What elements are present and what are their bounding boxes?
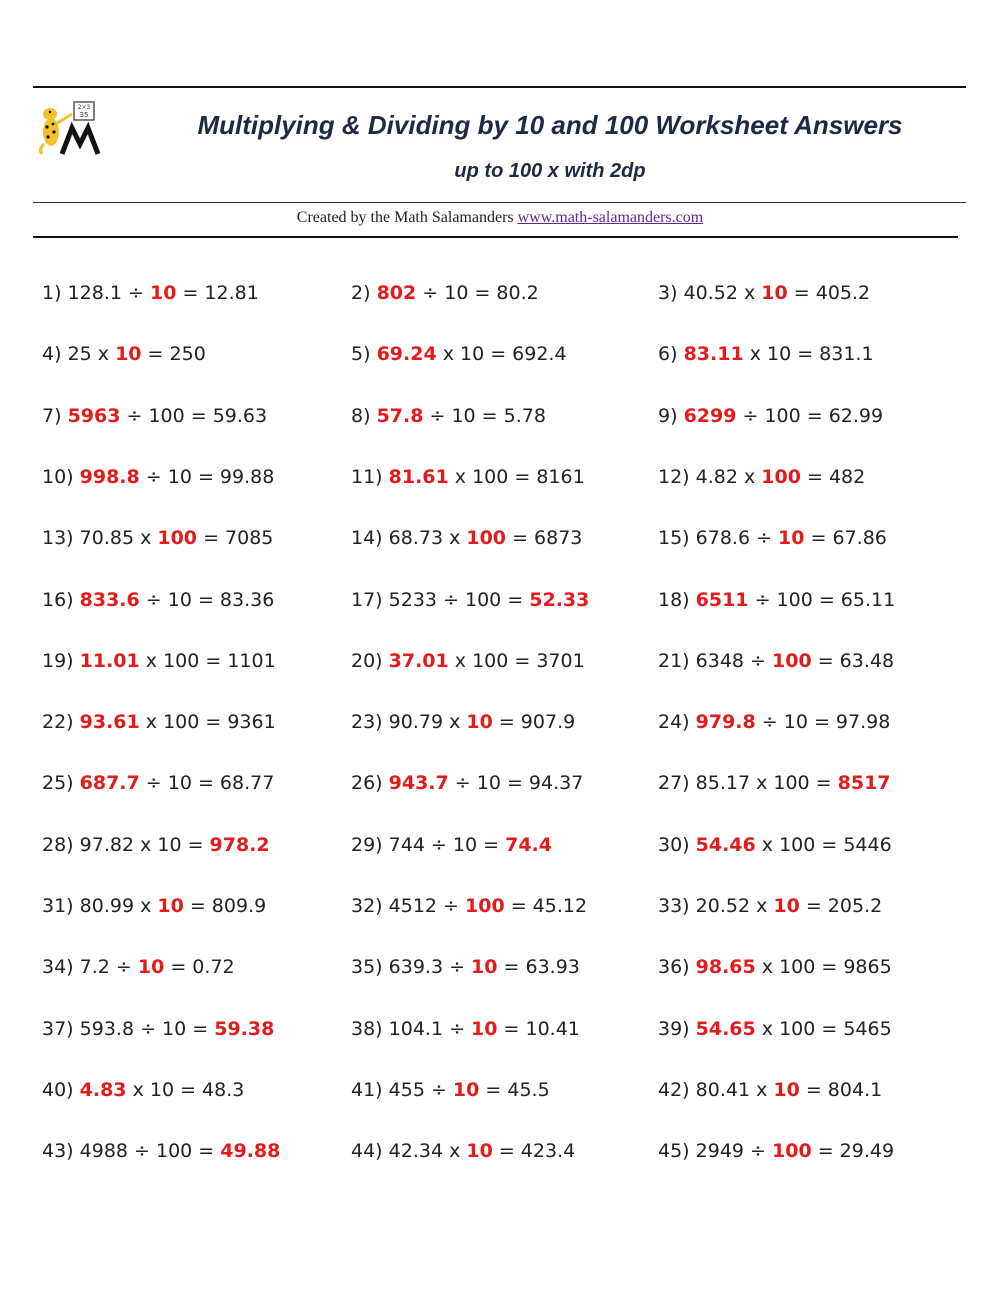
problem-item (351, 527, 582, 549)
problem-answer: 83.11 (683, 343, 744, 366)
problem-item (658, 343, 874, 365)
problem-number: 7) (42, 404, 62, 427)
problem-answer: 10 (773, 1078, 800, 1101)
problem-number: 43) (42, 1140, 74, 1163)
problem-number: 3) (658, 282, 678, 304)
problem-text-after: = 804.1 (799, 1078, 883, 1101)
problem-text-after: = 205.2 (799, 895, 883, 917)
problem-answer: 93.61 (79, 711, 140, 734)
problem-answer: 100 (465, 895, 505, 917)
problem-item (658, 711, 890, 733)
problem-item (42, 650, 276, 672)
problem-answer: 100 (157, 527, 198, 550)
problem-number: 26) (351, 772, 383, 795)
problem-text-before: 639.3 ÷ (388, 956, 472, 979)
problem-text-before: 4988 ÷ 100 = (79, 1140, 221, 1163)
problem-text-after: x 100 = 1101 (139, 649, 276, 672)
problem-answer: 37.01 (388, 649, 449, 672)
problem-number: 5) (351, 343, 371, 366)
problem-text-before: 97.82 x 10 = (79, 833, 210, 856)
problem-number: 40) (42, 1078, 74, 1101)
problem-text-after: = 63.93 (497, 956, 580, 979)
problem-text-before: 68.73 x (388, 527, 467, 550)
problem-item (658, 527, 887, 549)
problem-text-after: = 482 (800, 465, 866, 488)
problem-text-after: = 7085 (197, 527, 274, 550)
problem-item (42, 895, 266, 917)
problem-number: 14) (351, 527, 383, 550)
problem-answer: 10 (773, 895, 800, 917)
problem-item (351, 772, 583, 794)
problem-answer: 52.33 (529, 588, 590, 611)
problem-number: 6) (658, 343, 678, 366)
problem-number: 16) (42, 588, 74, 611)
problem-text-before: 85.17 x 100 = (695, 772, 838, 795)
problem-item (351, 1140, 575, 1162)
problem-item (42, 1140, 280, 1162)
problem-text-before: 6348 ÷ (695, 649, 772, 672)
problem-answer: 10 (466, 1140, 493, 1163)
problem-text-after: x 100 = 3701 (448, 649, 585, 672)
problem-number: 13) (42, 527, 74, 550)
problem-item (658, 405, 883, 427)
problem-item (42, 772, 274, 794)
problem-text-before: 744 ÷ 10 = (388, 833, 506, 856)
problem-item (42, 343, 206, 365)
logo-board-line1: 2×3 (77, 104, 91, 111)
problem-item (658, 589, 895, 611)
logo-board-line2: 35 (79, 111, 89, 119)
problem-number: 32) (351, 895, 383, 917)
problem-text-after: = 67.86 (804, 527, 887, 550)
problem-number: 8) (351, 404, 371, 427)
problem-text-after: ÷ 10 = 80.2 (416, 282, 539, 304)
problem-answer: 100 (761, 465, 801, 488)
problem-number: 24) (658, 711, 690, 734)
problem-item (42, 527, 273, 549)
problem-number: 23) (351, 711, 383, 734)
problem-item (351, 343, 567, 365)
problem-item (42, 1079, 244, 1101)
problem-answer: 10 (452, 1078, 480, 1101)
problem-number: 15) (658, 527, 690, 550)
problem-item (351, 834, 552, 856)
problem-text-after: x 10 = 692.4 (436, 343, 567, 366)
problem-answer: 802 (376, 282, 417, 304)
problem-text-after: = 809.9 (183, 895, 267, 917)
problem-item (351, 466, 585, 488)
problem-answer: 8517 (837, 772, 891, 795)
problem-item (42, 711, 276, 733)
problem-item (658, 1018, 892, 1040)
problem-number: 37) (42, 1017, 74, 1040)
problem-text-before: 455 ÷ (388, 1078, 453, 1101)
problem-number: 30) (658, 833, 690, 856)
problem-text-after: x 10 = 831.1 (743, 343, 874, 366)
problem-item (658, 834, 892, 856)
problem-item (351, 589, 589, 611)
problem-item (658, 895, 882, 917)
problem-text-before: 70.85 x (79, 527, 158, 550)
problem-number: 38) (351, 1017, 383, 1040)
problem-answer: 81.61 (388, 465, 449, 488)
problem-text-after: = 12.81 (176, 282, 259, 304)
problem-item (351, 711, 575, 733)
problem-answer: 10 (157, 895, 184, 917)
problem-text-before: 104.1 ÷ (388, 1017, 472, 1040)
problem-item (42, 405, 267, 427)
problem-item (351, 650, 585, 672)
problem-text-after: = 250 (141, 343, 206, 366)
problem-text-after: = 45.12 (504, 895, 588, 917)
problem-number: 31) (42, 895, 74, 917)
problem-text-after: ÷ 100 = 59.63 (120, 404, 268, 427)
problem-answer: 10 (115, 343, 142, 366)
problem-number: 33) (658, 895, 690, 917)
page-title: Multiplying & Dividing by 10 and 100 Worksheet Answers (197, 110, 903, 140)
problem-number: 39) (658, 1017, 690, 1040)
problem-number: 9) (658, 404, 678, 427)
problem-answer: 10 (466, 711, 493, 734)
problem-answer: 74.4 (505, 833, 552, 856)
problem-number: 25) (42, 772, 74, 795)
problem-text-after: x 100 = 9865 (755, 956, 892, 979)
problem-answer: 687.7 (79, 772, 140, 795)
problem-item (351, 956, 580, 978)
problem-text-after: ÷ 100 = 65.11 (748, 588, 896, 611)
problem-item (42, 834, 270, 856)
credit-text: Created by the Math Salamanders (296, 209, 518, 226)
problem-text-after: ÷ 10 = 94.37 (448, 772, 584, 795)
problem-item (351, 405, 546, 427)
problem-number: 35) (351, 956, 383, 979)
problem-text-after: x 100 = 5465 (755, 1017, 892, 1040)
problem-number: 36) (658, 956, 690, 979)
problem-answer: 100 (466, 527, 507, 550)
problem-item (658, 956, 892, 978)
problem-text-after: = 45.5 (479, 1078, 550, 1101)
problem-number: 27) (658, 772, 690, 795)
problem-text-after: ÷ 100 = 62.99 (736, 404, 884, 427)
problem-text-after: x 100 = 8161 (448, 465, 585, 488)
problem-answer: 49.88 (220, 1140, 281, 1163)
problem-number: 21) (658, 649, 690, 672)
website-link[interactable]: www.math-salamanders.com (517, 209, 704, 226)
problem-text-before: 4512 ÷ (388, 895, 465, 917)
problem-answer: 10 (471, 956, 498, 979)
problem-item (658, 1140, 894, 1162)
problem-answer: 69.24 (376, 343, 437, 366)
problem-answer: 59.38 (214, 1017, 275, 1040)
problem-answer: 100 (772, 649, 812, 672)
problem-number: 22) (42, 711, 74, 734)
problem-text-before: 4.82 x (695, 465, 762, 488)
problem-answer: 54.46 (695, 833, 756, 856)
problem-text-before: 5233 ÷ 100 = (388, 588, 530, 611)
problem-item (42, 466, 274, 488)
problem-text-after: ÷ 10 = 99.88 (139, 465, 275, 488)
problem-number: 17) (351, 588, 383, 611)
problem-answer: 833.6 (79, 588, 140, 611)
problem-answer: 10 (471, 1017, 498, 1040)
problem-text-before: 7.2 ÷ (79, 956, 138, 979)
problem-text-after: = 907.9 (492, 711, 576, 734)
problem-text-after: = 0.72 (164, 956, 235, 979)
problem-item (42, 589, 274, 611)
problem-text-before: 25 x (67, 343, 116, 366)
problem-text-after: x 100 = 9361 (139, 711, 276, 734)
problem-text-before: 593.8 ÷ 10 = (79, 1017, 215, 1040)
problem-answer: 998.8 (79, 465, 140, 488)
problem-item (658, 772, 891, 794)
problem-item (658, 650, 894, 672)
problem-answer: 10 (778, 527, 805, 550)
problem-text-before: 678.6 ÷ (695, 527, 779, 550)
problem-text-after: x 100 = 5446 (755, 833, 892, 856)
page-subtitle: up to 100 x with 2dp (454, 160, 646, 182)
problem-number: 2) (351, 282, 371, 304)
problem-number: 41) (351, 1078, 383, 1101)
problem-item (42, 282, 259, 304)
problem-number: 29) (351, 833, 383, 856)
problem-text-before: 40.52 x (683, 282, 762, 304)
problem-answer: 98.65 (695, 956, 756, 979)
problem-number: 34) (42, 956, 74, 979)
problem-text-before: 80.41 x (695, 1078, 774, 1101)
problem-answer: 57.8 (376, 404, 424, 427)
problem-number: 19) (42, 649, 74, 672)
problem-number: 18) (658, 588, 690, 611)
problem-item (42, 956, 235, 978)
problem-number: 1) (42, 282, 62, 304)
problem-number: 11) (351, 465, 383, 488)
problem-text-before: 20.52 x (695, 895, 774, 917)
problem-text-after: ÷ 10 = 5.78 (423, 404, 546, 427)
problem-answer: 11.01 (79, 649, 140, 672)
problem-number: 12) (658, 465, 690, 488)
problem-number: 45) (658, 1140, 690, 1163)
problem-answer: 978.2 (209, 833, 270, 856)
problem-text-before: 2949 ÷ (695, 1140, 772, 1163)
problem-number: 42) (658, 1078, 690, 1101)
problem-text-before: 80.99 x (79, 895, 158, 917)
problem-answer: 4.83 (79, 1078, 127, 1101)
problem-item (351, 1018, 580, 1040)
problem-text-after: = 6873 (506, 527, 583, 550)
problem-item (658, 282, 870, 304)
problem-text-before: 128.1 ÷ (67, 282, 150, 304)
problem-item (351, 282, 539, 304)
problem-item (351, 1079, 550, 1101)
problem-text-after: = 405.2 (787, 282, 871, 304)
problem-number: 28) (42, 833, 74, 856)
problem-item (658, 466, 865, 488)
problem-text-before: 42.34 x (388, 1140, 467, 1163)
problem-number: 44) (351, 1140, 383, 1163)
problem-text-after: = 423.4 (492, 1140, 576, 1163)
problem-text-after: ÷ 10 = 83.36 (139, 588, 275, 611)
problem-text-after: x 10 = 48.3 (126, 1078, 245, 1101)
problem-text-after: = 63.48 (811, 649, 895, 672)
problem-number: 20) (351, 649, 383, 672)
problem-text-after: ÷ 10 = 68.77 (139, 772, 275, 795)
problem-answer: 100 (772, 1140, 812, 1163)
problem-answer: 10 (149, 282, 177, 304)
problem-answer: 979.8 (695, 711, 756, 734)
problem-number: 4) (42, 343, 62, 366)
problem-answer: 54.65 (695, 1017, 756, 1040)
problem-answer: 5963 (67, 404, 121, 427)
problem-item (42, 1018, 274, 1040)
problem-text-after: = 10.41 (497, 1017, 580, 1040)
problem-item (658, 1079, 882, 1101)
problem-text-before: 90.79 x (388, 711, 467, 734)
problem-item (351, 895, 587, 917)
problem-answer: 6299 (683, 404, 737, 427)
problem-answer: 6511 (695, 588, 749, 611)
problem-text-after: = 29.49 (811, 1140, 895, 1163)
problem-answer: 10 (761, 282, 788, 304)
problem-text-after: ÷ 10 = 97.98 (755, 711, 891, 734)
problem-number: 10) (42, 465, 74, 488)
problem-answer: 10 (137, 956, 165, 979)
problem-answer: 943.7 (388, 772, 449, 795)
